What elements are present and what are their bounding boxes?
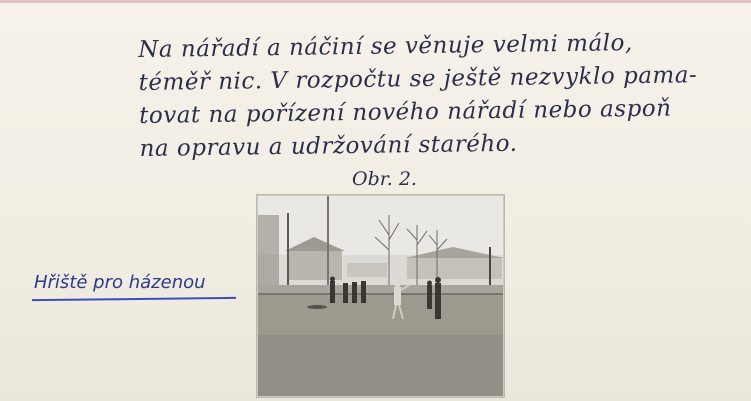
- handwritten-line-1: Na nářadí a náčiní se věnuje velmi málo,: [138, 30, 633, 63]
- figure-caption: Obr. 2.: [352, 168, 417, 190]
- handwritten-line-2: téměř nic. V rozpočtu se ještě nezvyklo pama-: [138, 62, 698, 96]
- side-label-underline: [32, 297, 236, 301]
- photograph: [257, 195, 504, 397]
- page-edge: [0, 0, 751, 3]
- photograph-image: [257, 195, 504, 397]
- side-label: Hřiště pro házenou: [34, 272, 206, 293]
- handwritten-paragraph: [138, 26, 740, 166]
- handwritten-line-3: tovat na pořízení nového nářadí nebo aspoň: [138, 95, 672, 129]
- handwritten-line-4: na opravu a udržování starého.: [139, 130, 518, 162]
